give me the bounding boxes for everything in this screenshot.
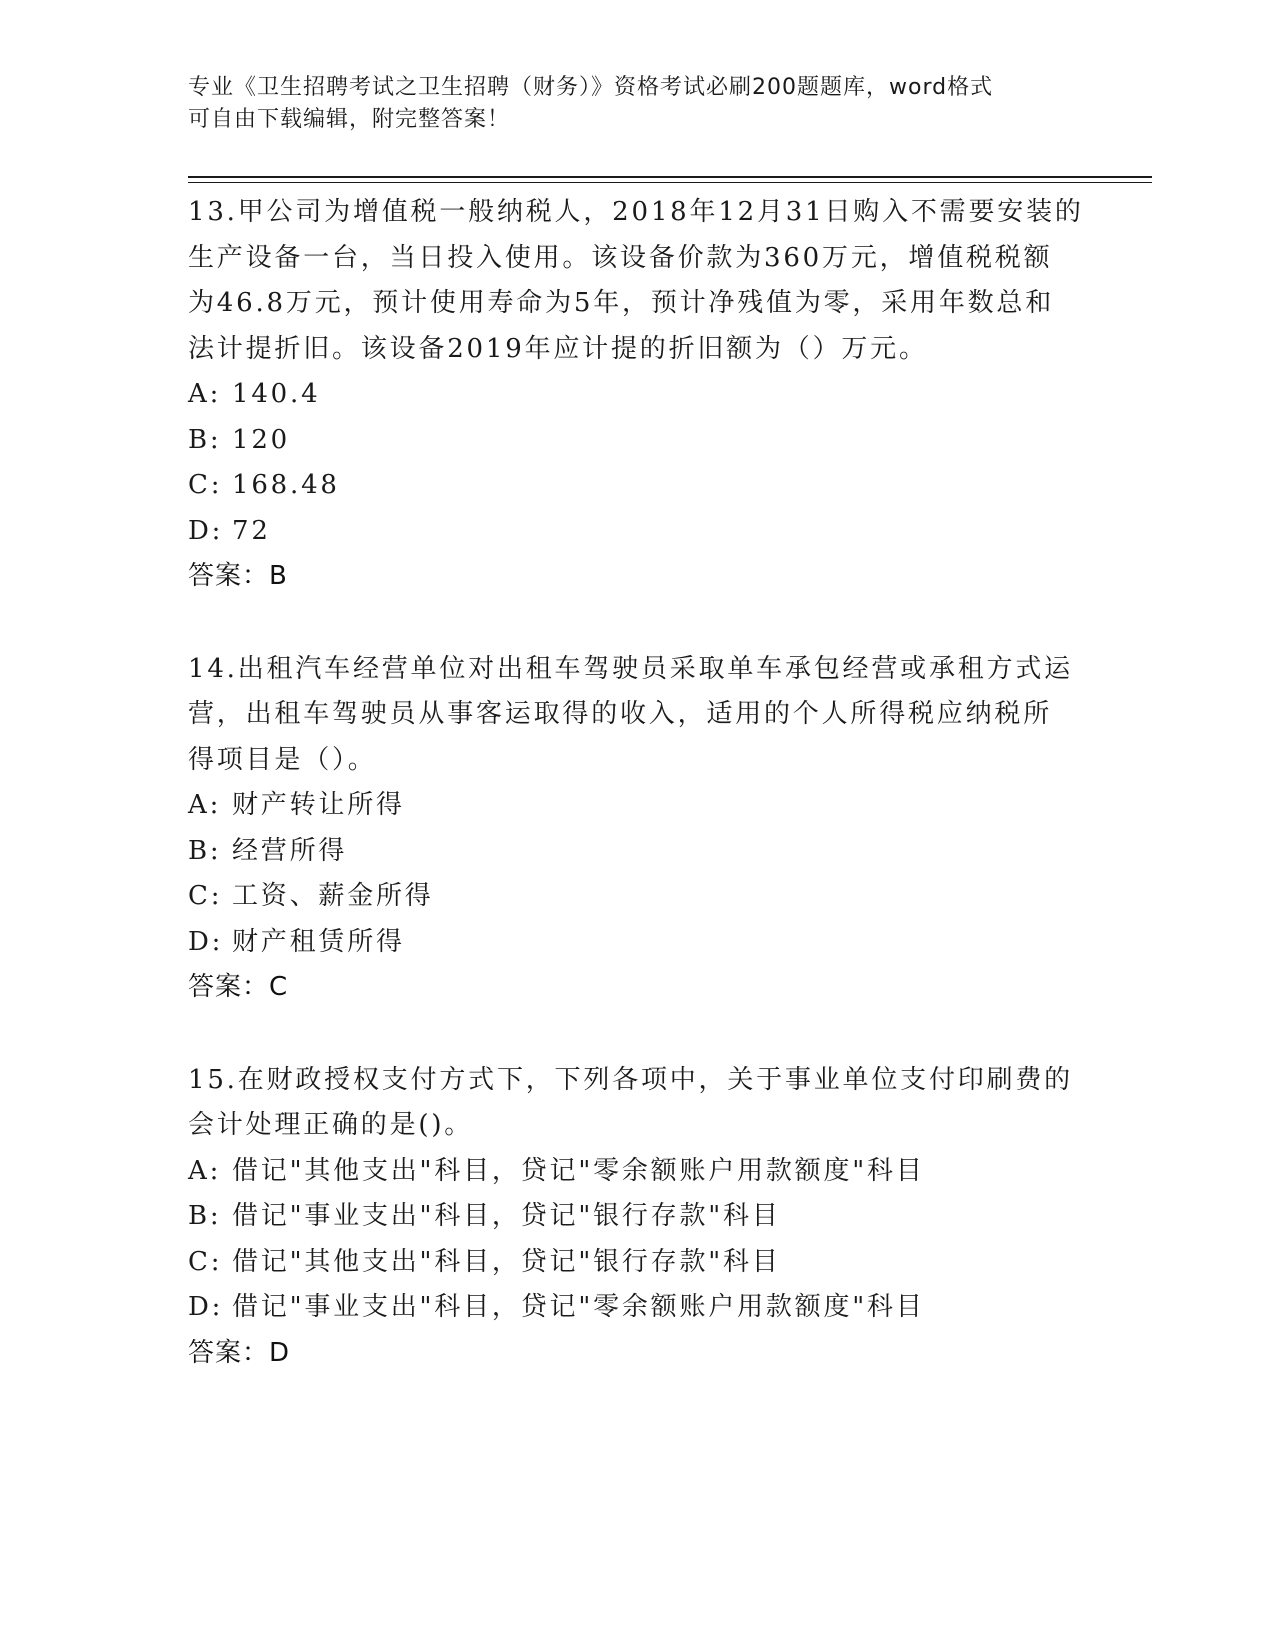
option-text: 72 <box>232 515 271 546</box>
option-text: 借记"事业支出"科目，贷记"零余额账户用款额度"科目 <box>232 1292 925 1322</box>
header-line-2: 可自由下载编辑，附完整答案！ <box>188 107 511 132</box>
option-key: D: <box>188 1292 224 1322</box>
document-header <box>188 72 1088 136</box>
option-key: A: <box>188 790 222 820</box>
option-a <box>188 372 1088 418</box>
option-text: 财产转让所得 <box>232 790 405 820</box>
option-text: 财产租赁所得 <box>232 926 405 957</box>
question-text-line: 法计提折旧。该设备2019年应计提的折旧额为（）万元。 <box>188 333 928 364</box>
question-list <box>188 190 1088 1423</box>
question-text-line: 为46.8万元，预计使用寿命为5年，预计净残值为零，采用年数总和 <box>188 288 1055 318</box>
option-text: 工资、薪金所得 <box>232 881 434 911</box>
option-c <box>188 874 1088 920</box>
option-b <box>188 1194 1088 1240</box>
option-text: 经营所得 <box>232 835 348 866</box>
option-d <box>188 1285 1088 1331</box>
option-a <box>188 1149 1088 1195</box>
header-divider-thin <box>188 182 1152 183</box>
question-text-line: 生产设备一台，当日投入使用。该设备价款为360万元，增值税税额 <box>188 242 1053 273</box>
header-line-1: 专业《卫生招聘考试之卫生招聘（财务）》资格考试必刷200题题库，word格式 <box>188 75 994 100</box>
question-text-line: 会计处理正确的是()。 <box>188 1110 474 1140</box>
option-d <box>188 920 1088 966</box>
answer-line: 答案：C <box>188 972 289 1002</box>
option-key: B: <box>188 424 222 455</box>
option-key: D: <box>188 515 224 546</box>
option-b <box>188 418 1088 464</box>
option-b <box>188 829 1088 875</box>
question-13 <box>188 190 1088 600</box>
option-a <box>188 783 1088 829</box>
option-c <box>188 463 1088 509</box>
option-text: 140.4 <box>232 379 321 409</box>
question-text-line: 14.出租汽车经营单位对出租车驾驶员采取单车承包经营或承租方式运 <box>188 653 1073 684</box>
question-text-line: 15.在财政授权支付方式下，下列各项中，关于事业单位支付印刷费的 <box>188 1064 1073 1095</box>
question-15 <box>188 1058 1088 1377</box>
answer-line: 答案：B <box>188 561 288 591</box>
option-key: C: <box>188 1246 223 1277</box>
question-text-line: 13.甲公司为增值税一般纳税人，2018年12月31日购入不需要安装的 <box>188 197 1084 227</box>
option-c <box>188 1240 1088 1286</box>
option-key: A: <box>188 1155 222 1186</box>
option-key: C: <box>188 470 223 500</box>
option-key: B: <box>188 1201 222 1231</box>
answer-line: 答案：D <box>188 1337 291 1368</box>
option-text: 120 <box>232 424 291 455</box>
option-text: 借记"其他支出"科目，贷记"银行存款"科目 <box>232 1246 781 1277</box>
option-text: 借记"事业支出"科目，贷记"银行存款"科目 <box>232 1201 781 1231</box>
option-d <box>188 509 1088 555</box>
option-key: C: <box>188 881 223 911</box>
option-key: B: <box>188 835 222 866</box>
option-text: 借记"其他支出"科目，贷记"零余额账户用款额度"科目 <box>232 1155 925 1186</box>
question-text-line: 得项目是（）。 <box>188 744 377 775</box>
option-key: D: <box>188 926 224 957</box>
header-divider-thick <box>188 176 1152 178</box>
option-key: A: <box>188 379 222 409</box>
question-text-line: 营，出租车驾驶员从事客运取得的收入，适用的个人所得税应纳税所 <box>188 699 1053 729</box>
question-14 <box>188 647 1088 1011</box>
option-text: 168.48 <box>232 470 340 500</box>
